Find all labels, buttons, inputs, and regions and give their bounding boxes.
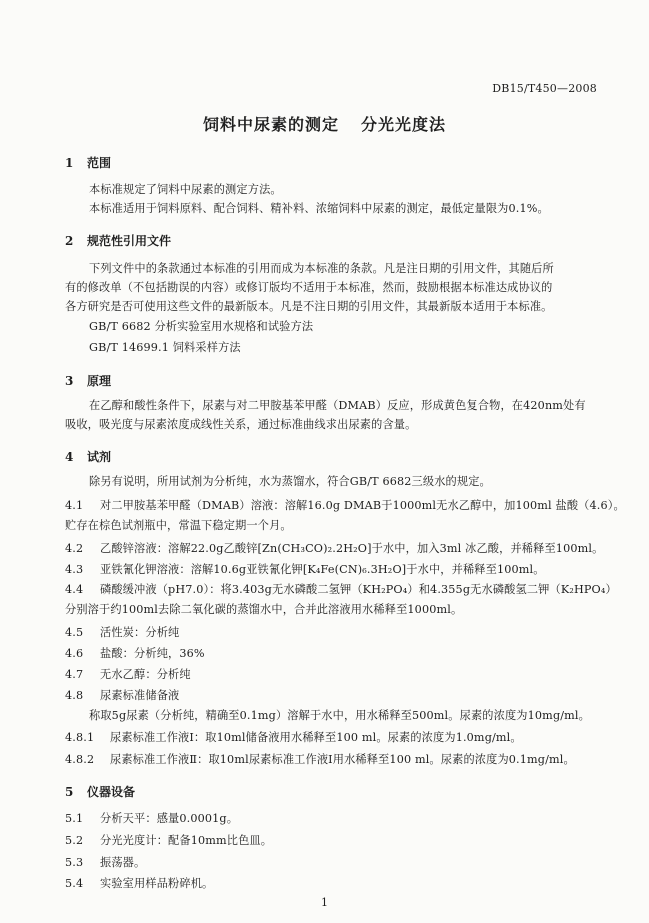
section-2-heading: 2 规范性引用文件 <box>65 234 172 248</box>
section-2-line-1: 下列文件中的条款通过本标准的引用而成为本标准的条款。凡是注日期的引用文件，其随后所 <box>89 262 554 275</box>
reagent-item-4-4-cont: 分别溶于约100ml去除二氧化碳的蒸馏水中，合并此溶液用水稀释至1000ml。 <box>65 603 463 616</box>
reagent-item-4-1-cont: 贮存在棕色试剂瓶中，常温下稳定期一个月。 <box>65 519 292 532</box>
normative-reference-1: GB/T 6682 分析实验室用水规格和试验方法 <box>89 320 314 333</box>
reagent-item-4-8-1: 4.8.1 尿素标准工作液Ⅰ：取10ml储备液用水稀释至100 ml。尿素的浓度为1.0mg/ml。 <box>65 731 522 744</box>
section-2-line-2: 有的修改单（不包括勘误的内容）或修订版均不适用于本标准，然而，鼓励根据本标准达成协议的 <box>65 281 553 294</box>
section-1-heading: 1 范围 <box>65 156 112 170</box>
reagent-item-4-4: 4.4 磷酸缓冲液（pH7.0）：将3.403g无水磷酸二氢钾（KH₂PO₄）和4.355g无水磷酸氢二钾（K₂HPO₄） <box>65 583 617 596</box>
section-5-heading: 5 仪器设备 <box>65 785 136 799</box>
title-sub: 分光光度法 <box>361 115 447 134</box>
document-title <box>0 112 649 135</box>
section-4-heading: 4 试剂 <box>65 450 112 464</box>
equipment-item-5-3: 5.3 振荡器。 <box>65 856 146 869</box>
page-number: 1 <box>321 896 328 909</box>
section-2-line-3: 各方研究是否可使用这些文件的最新版本。凡是不注日期的引用文件，其最新版本适用于本标准。 <box>65 300 553 313</box>
title-main: 饲料中尿素的测定 <box>202 115 339 134</box>
reagent-item-4-6: 4.6 盐酸：分析纯，36% <box>65 647 205 660</box>
reagent-item-4-5: 4.5 活性炭：分析纯 <box>65 626 180 639</box>
reagent-item-4-8: 4.8 尿素标准储备液 <box>65 689 180 702</box>
section-1-line-2: 本标准适用于饲料原料、配合饲料、精补料、浓缩饲料中尿素的测定，最低定量限为0.1%。 <box>89 202 549 215</box>
normative-reference-2: GB/T 14699.1 饲料采样方法 <box>89 341 241 354</box>
reagent-item-4-1: 4.1 对二甲胺基苯甲醛（DMAB）溶液：溶解16.0g DMAB于1000ml无水乙醇中，加100ml 盐酸（4.6）。 <box>65 499 625 512</box>
standard-code: DB15/T450—2008 <box>492 82 597 95</box>
section-1-line-1: 本标准规定了饲料中尿素的测定方法。 <box>89 183 282 196</box>
section-3-line-2: 吸收，吸光度与尿素浓度成线性关系，通过标准曲线求出尿素的含量。 <box>65 418 417 431</box>
equipment-item-5-4: 5.4 实验室用样品粉碎机。 <box>65 877 214 890</box>
reagent-item-4-3: 4.3 亚铁氰化钾溶液：溶解10.6g亚铁氰化钾[K₄Fe(CN)₆.3H₂O]于水中，并稀释至100ml。 <box>65 563 545 576</box>
reagent-item-4-2: 4.2 乙酸锌溶液：溶解22.0g乙酸锌[Zn(CH₃CO)₂.2H₂O]于水中，加入3ml 冰乙酸，并稀释至100ml。 <box>65 542 604 555</box>
reagent-item-4-8-2: 4.8.2 尿素标准工作液Ⅱ：取10ml尿素标准工作液Ⅰ用水稀释至100 ml。尿素的浓度为0.1mg/ml。 <box>65 753 575 766</box>
section-3-heading: 3 原理 <box>65 374 112 388</box>
equipment-item-5-1: 5.1 分析天平：感量0.0001g。 <box>65 812 239 825</box>
section-3-line-1: 在乙醇和酸性条件下，尿素与对二甲胺基苯甲醛（DMAB）反应，形成黄色复合物，在420nm处有 <box>89 399 586 412</box>
reagent-item-4-8-body: 称取5g尿素（分析纯，精确至0.1mg）溶解于水中，用水稀释至500ml。尿素的浓度为10mg/ml。 <box>89 709 590 722</box>
equipment-item-5-2: 5.2 分光光度计：配备10mm比色皿。 <box>65 834 273 847</box>
reagent-item-4-7: 4.7 无水乙醇：分析纯 <box>65 668 191 681</box>
section-4-intro: 除另有说明，所用试剂为分析纯，水为蒸馏水，符合GB/T 6682三级水的规定。 <box>89 475 491 488</box>
